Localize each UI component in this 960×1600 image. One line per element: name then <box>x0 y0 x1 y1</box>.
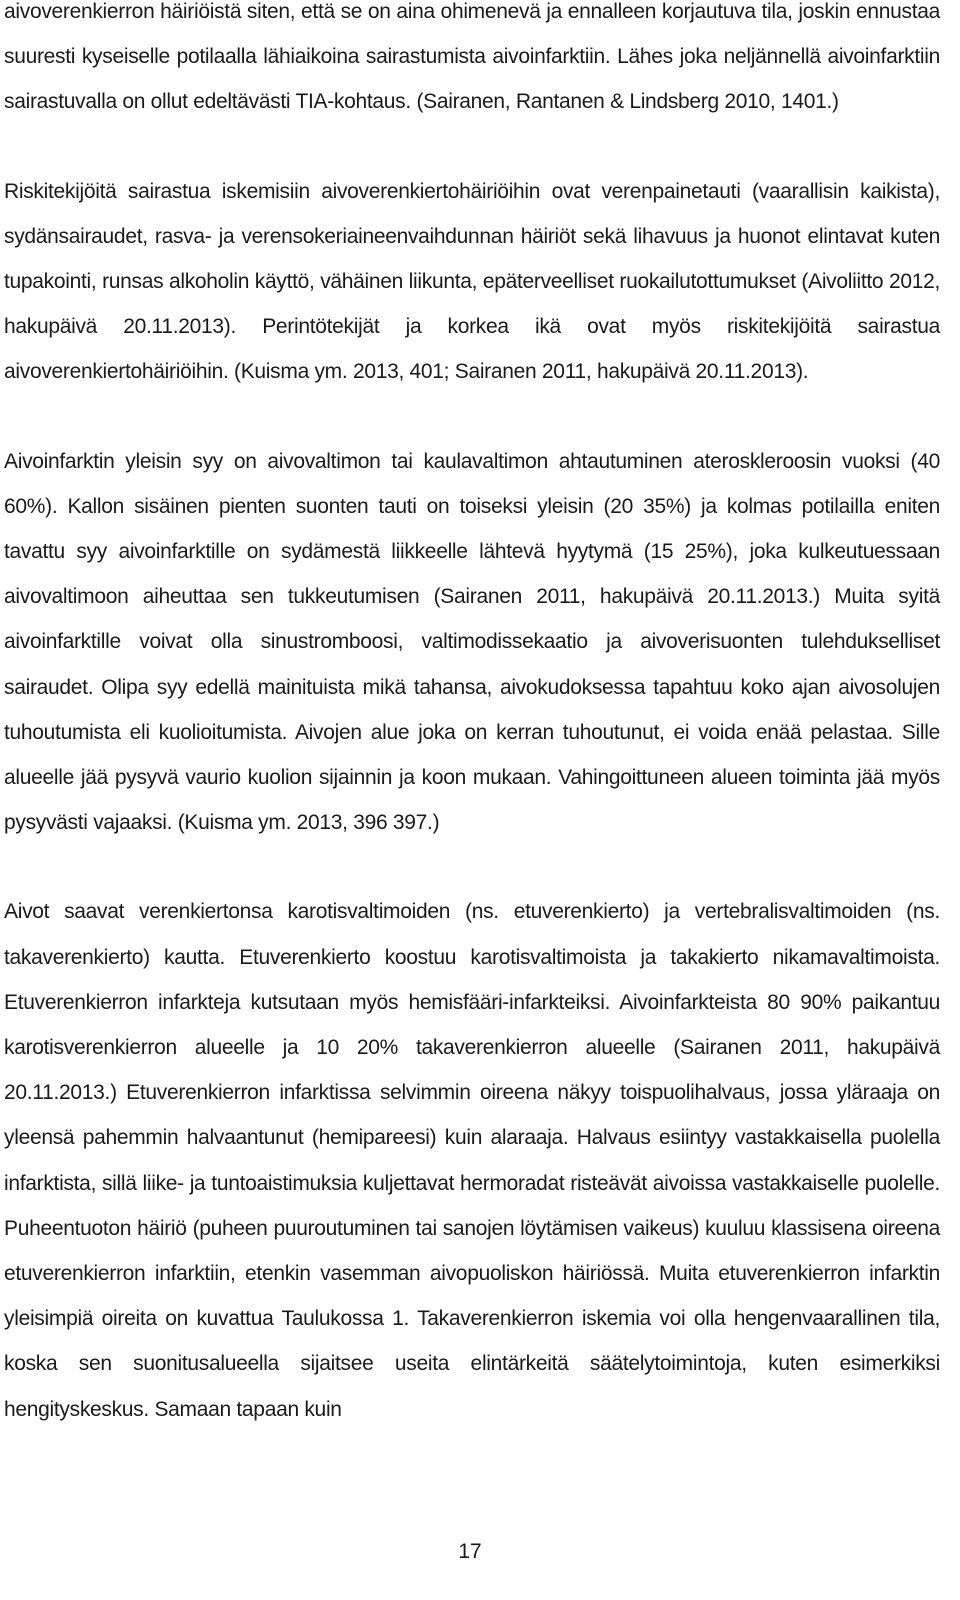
paragraph-circulation: Aivot saavat verenkiertonsa karotisvaltimoiden (ns. etuverenkierto) ja vertebralisvaltimoiden (ns. takaverenkierto) kautta. Etuverenkierto koostuu karotisvaltimoista ja takakierto nikamavaltimoista. Etuverenkierron infarkteja kutsutaan myös hemisfääri-infarkteiksi. Aivoinfarkteista 80 90% paikantuu karotisverenkierron alueelle ja 10 20% takaverenkierron alueelle (Sairanen 2011, hakupäivä 20.11.2013.) Etuverenkierron infarktissa selvimmin oireena näkyy toispuolihalvaus, jossa yläraaja on yleensä pahemmin halvaantunut (hemipareesi) kuin alaraaja. Halvaus esiintyy vastakkaisella puolella infarktista, sillä liike- ja tuntoaistimuksia kuljettavat hermoradat risteävät aivoissa vastakkaiselle puolelle. Puheentuoton häiriö (puheen puuroutuminen tai sanojen löytämisen vaikeus) kuuluu klassisena oireena etuverenkierron infarktiin, etenkin vasemman aivopuoliskon häiriössä. Muita etuverenkierron infarktin yleisimpiä oireita on kuvattua Taulukossa 1. Takaverenkierron iskemia voi olla hengenvaarallinen tila, koska sen suonitusalueella sijaitsee useita elintärkeitä säätelytoimintoja, kuten esimerkiksi hengityskeskus. Samaan tapaan kuin <box>4 900 940 1421</box>
paragraph-infarct-causes: Aivoinfarktin yleisin syy on aivovaltimon tai kaulavaltimon ahtautuminen ateroskleroosin vuoksi (40 60%). Kallon sisäinen pienten suonten tauti on toiseksi yleisin (20 35%) ja kolmas potilailla eniten tavattu syy aivoinfarktille on sydämestä liikkeelle lähtevä hyytymä (15 25%), joka kulkeutuessaan aivovaltimoon aiheuttaa sen tukkeutumisen (Sairanen 2011, hakupäivä 20.11.2013.) Muita syitä aivoinfarktille voivat olla sinustromboosi, valtimodissekaatio ja aivoverisuonten tulehdukselliset sairaudet. Olipa syy edellä mainituista mikä tahansa, aivokudoksessa tapahtuu koko ajan aivosolujen tuhoutumista eli kuolioitumista. Aivojen alue joka on kerran tuhoutunut, ei voida enää pelastaa. Sille alueelle jää pysyvä vaurio kuolion sijainnin ja koon mukaan. Vahingoittuneen alueen toiminta jää myös pysyvästi vajaaksi. (Kuisma ym. 2013, 396 397.) <box>4 449 940 835</box>
paragraph-tia-continuation: aivoverenkierron häiriöistä siten, että se on aina ohimenevä ja ennalleen korjautuva tila, joskin ennustaa suuresti kyseiselle potilaalla lähiaikoina sairastumista aivoinfarktiin. Lähes joka neljännellä aivoinfarktiin sairastuvalla on ollut edeltävästi TIA-kohtaus. (Sairanen, Rantanen & Lindsberg 2010, 1401.) <box>4 0 940 114</box>
paragraph-risk-factors: Riskitekijöitä sairastua iskemisiin aivoverenkiertohäiriöihin ovat verenpainetauti (vaarallisin kaikista), sydänsairaudet, rasva- ja verensokeriaineenvaihdunnan häiriöt sekä lihavuus ja huonot elintavat kuten tupakointi, runsas alkoholin käyttö, vähäinen liikunta, epäterveelliset ruokailutottumukset (Aivoliitto 2012, hakupäivä 20.11.2013). Perintötekijät ja korkea ikä ovat myös riskitekijöitä sairastua aivoverenkiertohäiriöihin. (Kuisma ym. 2013, 401; Sairanen 2011, hakupäivä 20.11.2013). <box>4 179 940 384</box>
page-number: 17 <box>458 1540 482 1563</box>
